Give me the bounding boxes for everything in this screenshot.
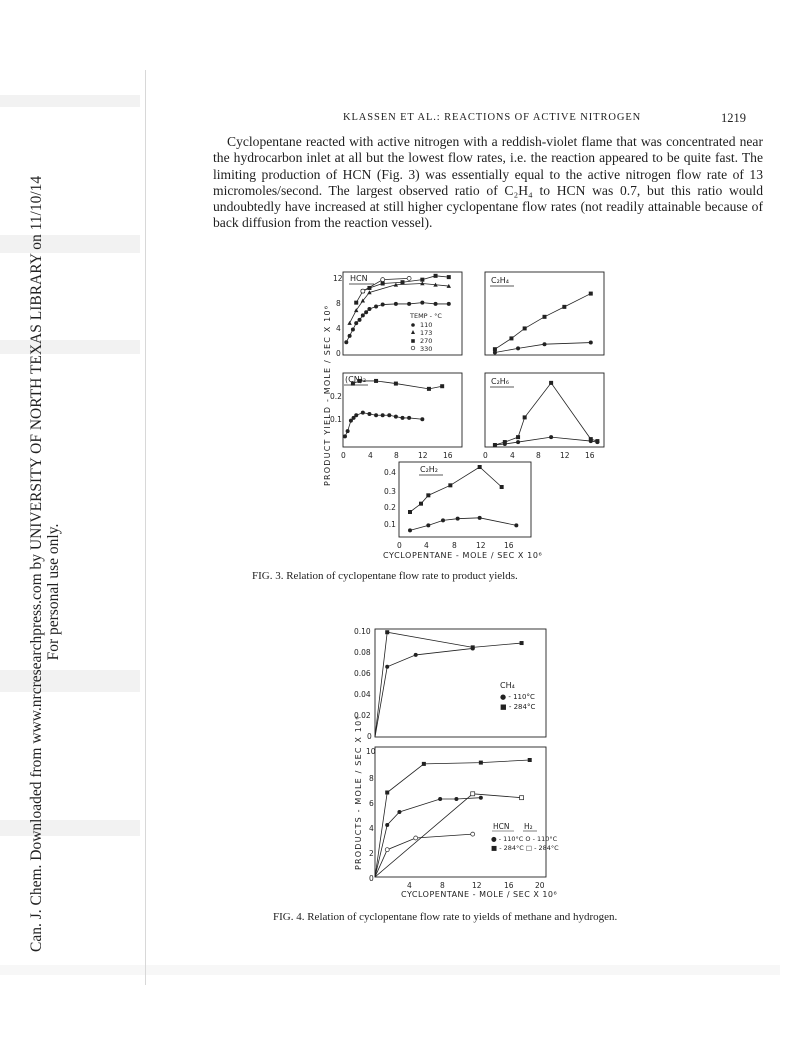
series-curve — [375, 834, 473, 877]
temp-legend-270-marker — [411, 339, 415, 343]
fig4-x-axis-label: CYCLOPENTANE - MOLE / SEC X 10⁶ — [401, 890, 558, 899]
data-point — [448, 483, 452, 487]
fig3-x-axis-label: CYCLOPENTANE - MOLE / SEC X 10⁶ — [383, 551, 543, 560]
temp-legend-title: TEMP - °C — [410, 312, 442, 320]
data-point — [401, 416, 405, 420]
hcn-h2-legend-284: ■ - 284°C □ - 284°C — [491, 844, 559, 852]
x-tick-16-left: 16 — [443, 451, 453, 460]
data-point — [454, 797, 458, 801]
data-point — [348, 334, 352, 338]
c2h6-panel-label: C₂H₆ — [491, 377, 510, 386]
data-point — [419, 502, 423, 506]
x-tick-8-right: 8 — [536, 451, 541, 460]
data-point — [407, 416, 411, 420]
data-point — [516, 435, 520, 439]
x-tick-8-left: 8 — [394, 451, 399, 460]
data-point — [407, 276, 411, 280]
data-point — [381, 303, 385, 307]
data-point — [364, 310, 368, 314]
data-point — [344, 340, 348, 344]
temp-legend-110-marker — [411, 323, 415, 327]
data-point — [479, 796, 483, 800]
c2h2-x-tick-12: 12 — [476, 541, 486, 550]
data-point — [397, 810, 401, 814]
data-point — [447, 302, 451, 306]
data-point — [374, 413, 378, 417]
data-point — [387, 413, 391, 417]
data-point — [589, 437, 593, 441]
data-point — [426, 493, 430, 497]
fig4-x-tick-20: 20 — [535, 881, 545, 890]
data-point — [434, 274, 438, 278]
data-point — [381, 413, 385, 417]
data-point — [346, 429, 350, 433]
data-point — [543, 315, 547, 319]
c2h2-y-tick-0.1: 0.1 — [384, 520, 396, 529]
temp-legend-173: 173 — [420, 329, 433, 337]
data-point — [367, 307, 371, 311]
temp-legend-270: 270 — [420, 337, 433, 345]
ch4-y-tick-0.08: 0.08 — [354, 648, 371, 657]
fig4-x-tick-8: 8 — [440, 881, 445, 890]
data-point — [374, 304, 378, 308]
y-tick-8: 8 — [336, 299, 341, 308]
data-point — [503, 440, 507, 444]
data-point — [523, 415, 527, 419]
body-paragraph: Cyclopentane reacted with active nitrogen with a reddish-violet flame that was concentrated near the hydrocarbon inlet at all but the lowest flow rates, i.e. the reaction appeared to be quite fast. The limiting production of HCN (Fig. 3) was essentially equal to the active nitrogen flow rate of 13 micromoles/second. The largest observed ratio of C₂H₄ to HCN was 0.7, but this ratio would undoubtedly have increased at still higher cyclopentane flow rates (not readily attainable because of back diffusion from the reaction vessel). — [213, 134, 763, 231]
y-tick-4: 4 — [336, 324, 341, 333]
figure-3-marks — [343, 274, 599, 533]
cn-y-tick-0.2: 0.2 — [330, 392, 342, 401]
c2h2-x-tick-4: 4 — [424, 541, 429, 550]
data-point — [543, 342, 547, 346]
data-point — [426, 523, 430, 527]
hcn-y-tick-4: 4 — [369, 824, 374, 833]
data-point — [354, 301, 358, 305]
series-curve — [375, 760, 530, 877]
data-point — [414, 653, 418, 657]
data-point — [434, 302, 438, 306]
series-curve — [495, 437, 597, 445]
data-point — [447, 275, 451, 279]
data-point — [520, 796, 524, 800]
data-point — [420, 417, 424, 421]
running-head: KLASSEN ET AL.: REACTIONS OF ACTIVE NITROGEN — [343, 112, 642, 123]
data-point — [500, 485, 504, 489]
y-tick-0: 0 — [336, 349, 341, 358]
c2h2-x-tick-16: 16 — [504, 541, 514, 550]
data-point — [562, 305, 566, 309]
cn-y-tick-0.1: 0.1 — [330, 415, 342, 424]
data-point — [394, 382, 398, 386]
series-curve — [410, 518, 516, 531]
c2h4-panel-label: C₂H₄ — [491, 276, 510, 285]
hcn-panel-label: HCN — [350, 274, 368, 283]
data-point — [595, 439, 599, 443]
data-point — [471, 645, 475, 649]
c2h2-y-tick-0.3: 0.3 — [384, 487, 396, 496]
series-curve — [375, 648, 473, 737]
x-tick-0-right: 0 — [483, 451, 488, 460]
data-point — [441, 518, 445, 522]
data-point — [589, 292, 593, 296]
data-point — [385, 791, 389, 795]
series-curve — [495, 383, 597, 445]
panel-cn-frame — [343, 373, 462, 447]
hcn-y-tick-8: 8 — [369, 774, 374, 783]
data-point — [520, 641, 524, 645]
data-point — [401, 280, 405, 284]
x-tick-16-right: 16 — [585, 451, 595, 460]
data-point — [478, 516, 482, 520]
data-point — [394, 302, 398, 306]
h2-legend-header: H₂ — [524, 822, 533, 831]
data-point — [354, 321, 358, 325]
figure-3 — [343, 272, 604, 537]
ch4-legend-110: ● - 110°C — [500, 693, 535, 701]
c2h2-x-tick-8: 8 — [452, 541, 457, 550]
hcn-y-tick-6: 6 — [369, 799, 374, 808]
page-number: 1219 — [721, 111, 746, 125]
data-point — [523, 326, 527, 330]
data-point — [385, 630, 389, 634]
data-point — [589, 341, 593, 345]
x-tick-12-right: 12 — [560, 451, 570, 460]
data-point — [407, 302, 411, 306]
hcn-y-tick-10: 10 — [366, 747, 376, 756]
data-point — [361, 313, 365, 317]
data-point — [347, 321, 351, 325]
x-tick-4-right: 4 — [510, 451, 515, 460]
hcn-h2-legend-110: ● - 110°C O - 110°C — [491, 835, 558, 843]
data-point — [420, 301, 424, 305]
data-point — [381, 281, 385, 285]
data-point — [420, 278, 424, 282]
x-tick-12-left: 12 — [418, 451, 428, 460]
panel-c2h2-frame — [399, 462, 531, 537]
x-tick-0-left: 0 — [341, 451, 346, 460]
ch4-y-tick-0.10: 0.10 — [354, 627, 371, 636]
fig4-y-axis-label: PRODUCTS - MOLE / SEC X 10⁶ — [354, 715, 363, 870]
x-tick-4-left: 4 — [368, 451, 373, 460]
data-point — [509, 336, 513, 340]
data-point — [422, 762, 426, 766]
data-point — [358, 318, 362, 322]
data-point — [471, 832, 475, 836]
data-point — [440, 384, 444, 388]
temp-legend-330: 330 — [420, 345, 433, 353]
ch4-legend-title: CH₄ — [500, 681, 515, 690]
data-point — [343, 434, 347, 438]
c2h2-y-tick-0.4: 0.4 — [384, 468, 396, 477]
figure-3-caption: FIG. 3. Relation of cyclopentane flow rate to product yields. — [252, 570, 518, 582]
data-point — [354, 413, 358, 417]
download-notice-line1: Can. J. Chem. Downloaded from www.nrcresearchpress.com by UNIVERSITY OF NORTH TEXAS LIBRARY on 11/10/14 — [28, 175, 45, 952]
data-point — [394, 415, 398, 419]
data-point — [516, 346, 520, 350]
c2h2-y-tick-0.2: 0.2 — [384, 503, 396, 512]
data-point — [516, 440, 520, 444]
data-point — [385, 665, 389, 669]
data-point — [414, 836, 418, 840]
data-point — [408, 510, 412, 514]
data-point — [514, 523, 518, 527]
hcn-y-tick-0: 0 — [369, 874, 374, 883]
hcn-legend-header: HCN — [493, 822, 510, 831]
data-point — [528, 758, 532, 762]
y-tick-12: 12 — [333, 274, 343, 283]
ch4-y-tick-0.02: 0.02 — [354, 711, 371, 720]
data-point — [493, 443, 497, 447]
series-curve — [495, 294, 591, 350]
data-point — [427, 387, 431, 391]
download-notice-line2: For personal use only. — [45, 523, 62, 661]
data-point — [381, 278, 385, 282]
c2h2-panel-label: C₂H₂ — [420, 465, 439, 474]
fig4-x-tick-4: 4 — [407, 881, 412, 890]
hcn-y-tick-2: 2 — [369, 849, 374, 858]
temp-legend-110: 110 — [420, 321, 433, 329]
data-point — [367, 412, 371, 416]
data-point — [351, 327, 355, 331]
data-point — [479, 761, 483, 765]
data-point — [549, 381, 553, 385]
data-point — [478, 465, 482, 469]
cn-panel-label: (CN)₂ — [345, 375, 367, 384]
ch4-legend-284: ■ - 284°C — [500, 703, 536, 711]
ch4-y-tick-0.06: 0.06 — [354, 669, 371, 678]
data-point — [438, 797, 442, 801]
data-point — [374, 379, 378, 383]
fig4-x-tick-12: 12 — [472, 881, 482, 890]
data-point — [361, 289, 365, 293]
data-point — [456, 517, 460, 521]
data-point — [493, 347, 497, 351]
data-point — [361, 411, 365, 415]
data-point — [549, 435, 553, 439]
fig4-x-tick-16: 16 — [504, 881, 514, 890]
data-point — [385, 823, 389, 827]
data-point — [471, 792, 475, 796]
fig3-y-axis-label: PRODUCT YIELD - MOLE / SEC X 10⁶ — [323, 304, 332, 486]
figure-4-caption: FIG. 4. Relation of cyclopentane flow rate to yields of methane and hydrogen. — [273, 911, 618, 923]
data-point — [408, 528, 412, 532]
ch4-y-tick-0: 0 — [367, 732, 372, 741]
data-point — [385, 848, 389, 852]
ch4-y-tick-0.04: 0.04 — [354, 690, 371, 699]
c2h2-x-tick-0: 0 — [397, 541, 402, 550]
